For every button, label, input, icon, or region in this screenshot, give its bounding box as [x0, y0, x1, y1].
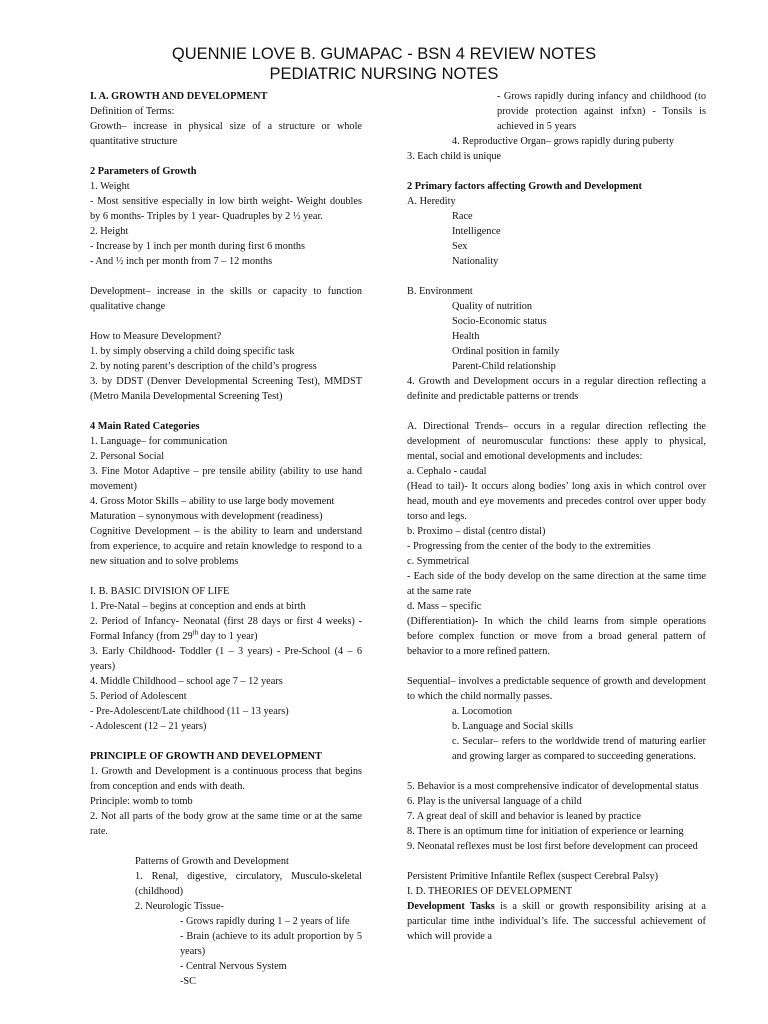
- text-line: - Progressing from the center of the body to the extremities: [407, 541, 651, 552]
- text-line: Definition of Terms:: [90, 106, 175, 117]
- text-line: A. Heredity: [407, 196, 456, 207]
- paragraph: - Most sensitive especially in low birth weight- Weight doubles by 6 months- Triples by 1 year- Quadruples by 2 ½ year.: [90, 196, 362, 222]
- list-item: Nationality: [452, 256, 499, 267]
- text-line: Principle: womb to tomb: [90, 796, 193, 807]
- text-line: -SC: [180, 976, 197, 987]
- text-line: 2. Neurologic Tissue-: [135, 901, 224, 912]
- text-line: 7. A great deal of skill and behavior is leaned by practice: [407, 811, 641, 822]
- list-item: b. Language and Social skills: [452, 721, 573, 732]
- text-line: a. Cephalo - caudal: [407, 466, 487, 477]
- text-line: b. Proximo – distal (centro distal): [407, 526, 546, 537]
- document-title: [0, 44, 768, 84]
- paragraph: 4. Growth and Development occurs in a regular direction reflecting a definite and predictable patterns or trends: [407, 376, 706, 402]
- text-line: 2. by noting parent’s description of the child’s progress: [90, 361, 317, 372]
- list-item: Intelligence: [452, 226, 501, 237]
- text-line: - Central Nervous System: [180, 961, 287, 972]
- term-definition: is a skill or growth responsibility arising at a particular time inthe individual’s life. The successful achievement of which will provide a: [407, 901, 706, 942]
- list-item: Race: [452, 211, 473, 222]
- paragraph: - Grows rapidly during infancy and childhood (to provide protection against infxn) - Tonsils is achieved in 5 years: [497, 91, 706, 132]
- list-item: Ordinal position in family: [452, 346, 560, 357]
- paragraph: 4. Reproductive Organ– grows rapidly during puberty: [452, 136, 675, 147]
- text-line: 6. Play is the universal language of a child: [407, 796, 582, 807]
- term-label: Development Tasks: [407, 901, 495, 912]
- title-line-2: PEDIATRIC NURSING NOTES: [269, 65, 499, 83]
- text-line: 2. Personal Social: [90, 451, 165, 462]
- paragraph: - Brain (achieve to its adult proportion by 5 years): [180, 931, 362, 957]
- text-line: 4. Gross Motor Skills – ability to use large body movement: [90, 496, 335, 507]
- list-item: a. Locomotion: [452, 706, 513, 717]
- list-item: Socio-Economic status: [452, 316, 547, 327]
- left-column: [90, 89, 362, 989]
- paragraph: 1. Renal, digestive, circulatory, Musculo-skeletal (childhood): [135, 871, 362, 897]
- paragraph: 3. Fine Motor Adaptive – pre tensile ability (ability to use hand movement): [90, 466, 362, 492]
- text-line: B. Environment: [407, 286, 473, 297]
- section-heading: 2 Primary factors affecting Growth and Development: [407, 181, 642, 192]
- paragraph: [407, 899, 706, 944]
- paragraph: 8. There is an optimum time for initiation of experience or learning: [407, 826, 684, 837]
- paragraph: 5. Behavior is a most comprehensive indicator of developmental status: [407, 781, 699, 792]
- right-column: [407, 89, 706, 944]
- paragraph: 2. Not all parts of the body grow at the same time or at the same rate.: [90, 811, 362, 837]
- section-heading: PRINCIPLE OF GROWTH AND DEVELOPMENT: [90, 751, 322, 762]
- paragraph: 2. Period of Infancy- Neonatal (first 28 days or first 4 weeks) - Formal Infancy (from 29th day to 1 year): [90, 616, 362, 642]
- text-line: Maturation – synonymous with development (readiness): [90, 511, 323, 522]
- text-line: - And ½ inch per month from 7 – 12 months: [90, 256, 273, 267]
- text-line: Patterns of Growth and Development: [135, 856, 289, 867]
- section-heading: I. D. THEORIES OF DEVELOPMENT: [407, 886, 573, 897]
- infancy-text-start: 2. Period of Infancy- Neonatal (first 28 days or first 4 weeks) - Formal Infancy (from 29: [90, 616, 362, 642]
- section-heading: 2 Parameters of Growth: [90, 166, 197, 177]
- paragraph: - Each side of the body develop on the same direction at the same time at the same rate: [407, 571, 706, 597]
- paragraph: 3. by DDST (Denver Developmental Screening Test), MMDST (Metro Manila Developmental Screening Test): [90, 376, 362, 402]
- text-line: 1. Pre-Natal – begins at conception and ends at birth: [90, 601, 306, 612]
- paragraph: 9. Neonatal reflexes must be lost first before development can proceed: [407, 841, 698, 852]
- text-line: - Adolescent (12 – 21 years): [90, 721, 207, 732]
- text-line: - Increase by 1 inch per month during first 6 months: [90, 241, 306, 252]
- paragraph: Cognitive Development – is the ability to learn and understand from experience, to acquire and retain knowledge to respond to a new situation and to solve problems: [90, 526, 362, 567]
- infancy-text-end: day to 1 year): [198, 631, 258, 642]
- text-line: 1. Weight: [90, 181, 130, 192]
- paragraph: Sequential– involves a predictable sequence of growth and development to which the child normally passes.: [407, 676, 706, 702]
- paragraph: c. Secular– refers to the worldwide trend of maturing earlier and growing larger as compared to succeeding generations.: [452, 736, 706, 762]
- text-line: - Pre-Adolescent/Late childhood (11 – 13 years): [90, 706, 289, 717]
- text-line: d. Mass – specific: [407, 601, 482, 612]
- paragraph: Growth– increase in physical size of a structure or whole quantitative structure: [90, 121, 362, 147]
- text-line: How to Measure Development?: [90, 331, 222, 342]
- list-item: Health: [452, 331, 480, 342]
- text-line: 4. Middle Childhood – school age 7 – 12 years: [90, 676, 283, 687]
- paragraph: (Head to tail)- It occurs along bodies’ long axis in which control over head, mouth and eye movements and precedes control over upper body torso and legs.: [407, 481, 706, 522]
- title-line-1: QUENNIE LOVE B. GUMAPAC - BSN 4 REVIEW NOTES: [171, 45, 597, 63]
- paragraph: (Differentiation)- In which the child learns from simple operations before complex function or move from a broad general pattern of behavior to a more refined pattern.: [407, 616, 706, 657]
- text-line: 5. Period of Adolescent: [90, 691, 187, 702]
- text-line: 1. Language– for communication: [90, 436, 228, 447]
- paragraph: 1. Growth and Development is a continuous process that begins from conception and ends with death.: [90, 766, 362, 792]
- section-heading: I. B. BASIC DIVISION OF LIFE: [90, 586, 230, 597]
- list-item: Sex: [452, 241, 468, 252]
- paragraph: 3. Early Childhood- Toddler (1 – 3 years) - Pre-School (4 – 6 years): [90, 646, 362, 672]
- section-heading: I. A. GROWTH AND DEVELOPMENT: [90, 91, 268, 102]
- paragraph: Development– increase in the skills or capacity to function qualitative change: [90, 286, 362, 312]
- list-item: Parent-Child relationship: [452, 361, 556, 372]
- text-line: c. Symmetrical: [407, 556, 470, 567]
- section-heading: 4 Main Rated Categories: [90, 421, 200, 432]
- text-line: 1. by simply observing a child doing specific task: [90, 346, 295, 357]
- text-line: Persistent Primitive Infantile Reflex (suspect Cerebral Palsy): [407, 871, 659, 882]
- list-item: Quality of nutrition: [452, 301, 533, 312]
- text-line: 2. Height: [90, 226, 129, 237]
- text-line: 3. Each child is unique: [407, 151, 502, 162]
- paragraph: A. Directional Trends– occurs in a regular direction reflecting the development of neuromuscular functions: these apply to physical, mental, social and emotional developments and includes:: [407, 421, 706, 462]
- paragraph: - Grows rapidly during 1 – 2 years of life: [180, 916, 350, 927]
